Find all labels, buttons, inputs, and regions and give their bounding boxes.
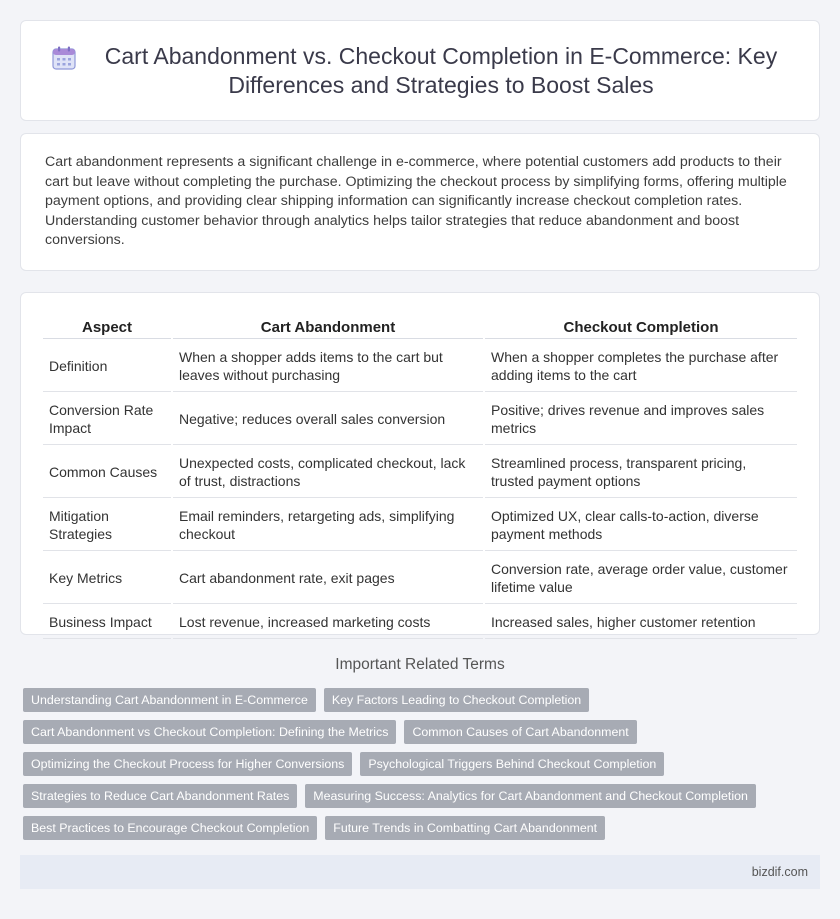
table-cell: Increased sales, higher customer retention	[485, 606, 797, 639]
header-card	[20, 20, 820, 121]
table-cell: Cart abandonment rate, exit pages	[173, 553, 483, 604]
table-cell: Email reminders, retargeting ads, simplifying checkout	[173, 500, 483, 551]
header-cart-abandonment: Cart Abandonment	[173, 315, 483, 339]
table-cell: Conversion rate, average order value, customer lifetime value	[485, 553, 797, 604]
related-term-tag[interactable]: Cart Abandonment vs Checkout Completion: Defining the Metrics	[23, 720, 396, 744]
table-header-row	[43, 315, 797, 339]
related-term-tag[interactable]: Key Factors Leading to Checkout Completion	[324, 688, 589, 712]
table-cell: Unexpected costs, complicated checkout, lack of trust, distractions	[173, 447, 483, 498]
related-term-tag[interactable]: Future Trends in Combatting Cart Abandonment	[325, 816, 605, 840]
related-term-tag[interactable]: Common Causes of Cart Abandonment	[404, 720, 636, 744]
related-terms-title: Important Related Terms	[335, 656, 505, 673]
table-row	[43, 500, 797, 551]
table-cell: Negative; reduces overall sales conversion	[173, 394, 483, 445]
header-aspect: Aspect	[43, 315, 171, 339]
intro-paragraph: Cart abandonment represents a significant challenge in e-commerce, where potential customers add products to their cart but leave without completing the purchase. Optimizing the checkout process by simplifying forms, offering multiple payment options, and providing clear shipping information can significantly increase checkout completion rates. Understanding customer behavior through analytics helps tailor strategies that reduce abandonment and boost conversions.	[45, 154, 787, 249]
table-cell: Key Metrics	[43, 553, 171, 604]
table-cell: Mitigation Strategies	[43, 500, 171, 551]
intro-card	[20, 133, 820, 271]
table-cell: When a shopper completes the purchase after adding items to the cart	[485, 341, 797, 392]
table-row	[43, 394, 797, 445]
footer-site-link[interactable]: bizdif.com	[751, 865, 808, 879]
related-term-tag[interactable]: Best Practices to Encourage Checkout Completion	[23, 816, 317, 840]
table-cell: Lost revenue, increased marketing costs	[173, 606, 483, 639]
table-cell: When a shopper adds items to the cart but leaves without purchasing	[173, 341, 483, 392]
table-cell: Optimized UX, clear calls-to-action, diverse payment methods	[485, 500, 797, 551]
related-terms-list	[23, 688, 823, 840]
table-row	[43, 553, 797, 604]
table-row	[43, 341, 797, 392]
table-cell: Business Impact	[43, 606, 171, 639]
comparison-table-card	[20, 292, 820, 635]
page-title: Cart Abandonment vs. Checkout Completion in E-Commerce: Key Differences and Strategies to Boost Sales	[104, 42, 778, 98]
footer	[20, 855, 820, 889]
header-checkout-completion: Checkout Completion	[485, 315, 797, 339]
comparison-table	[41, 313, 799, 641]
table-cell: Common Causes	[43, 447, 171, 498]
related-term-tag[interactable]: Strategies to Reduce Cart Abandonment Rates	[23, 784, 297, 808]
table-cell: Streamlined process, transparent pricing, trusted payment options	[485, 447, 797, 498]
table-cell: Definition	[43, 341, 171, 392]
calendar-icon	[51, 45, 77, 71]
related-term-tag[interactable]: Measuring Success: Analytics for Cart Abandonment and Checkout Completion	[305, 784, 756, 808]
table-cell: Conversion Rate Impact	[43, 394, 171, 445]
table-row	[43, 606, 797, 639]
table-row	[43, 447, 797, 498]
table-cell: Positive; drives revenue and improves sales metrics	[485, 394, 797, 445]
related-term-tag[interactable]: Psychological Triggers Behind Checkout Completion	[360, 752, 664, 776]
related-term-tag[interactable]: Optimizing the Checkout Process for Higher Conversions	[23, 752, 352, 776]
related-term-tag[interactable]: Understanding Cart Abandonment in E-Commerce	[23, 688, 316, 712]
